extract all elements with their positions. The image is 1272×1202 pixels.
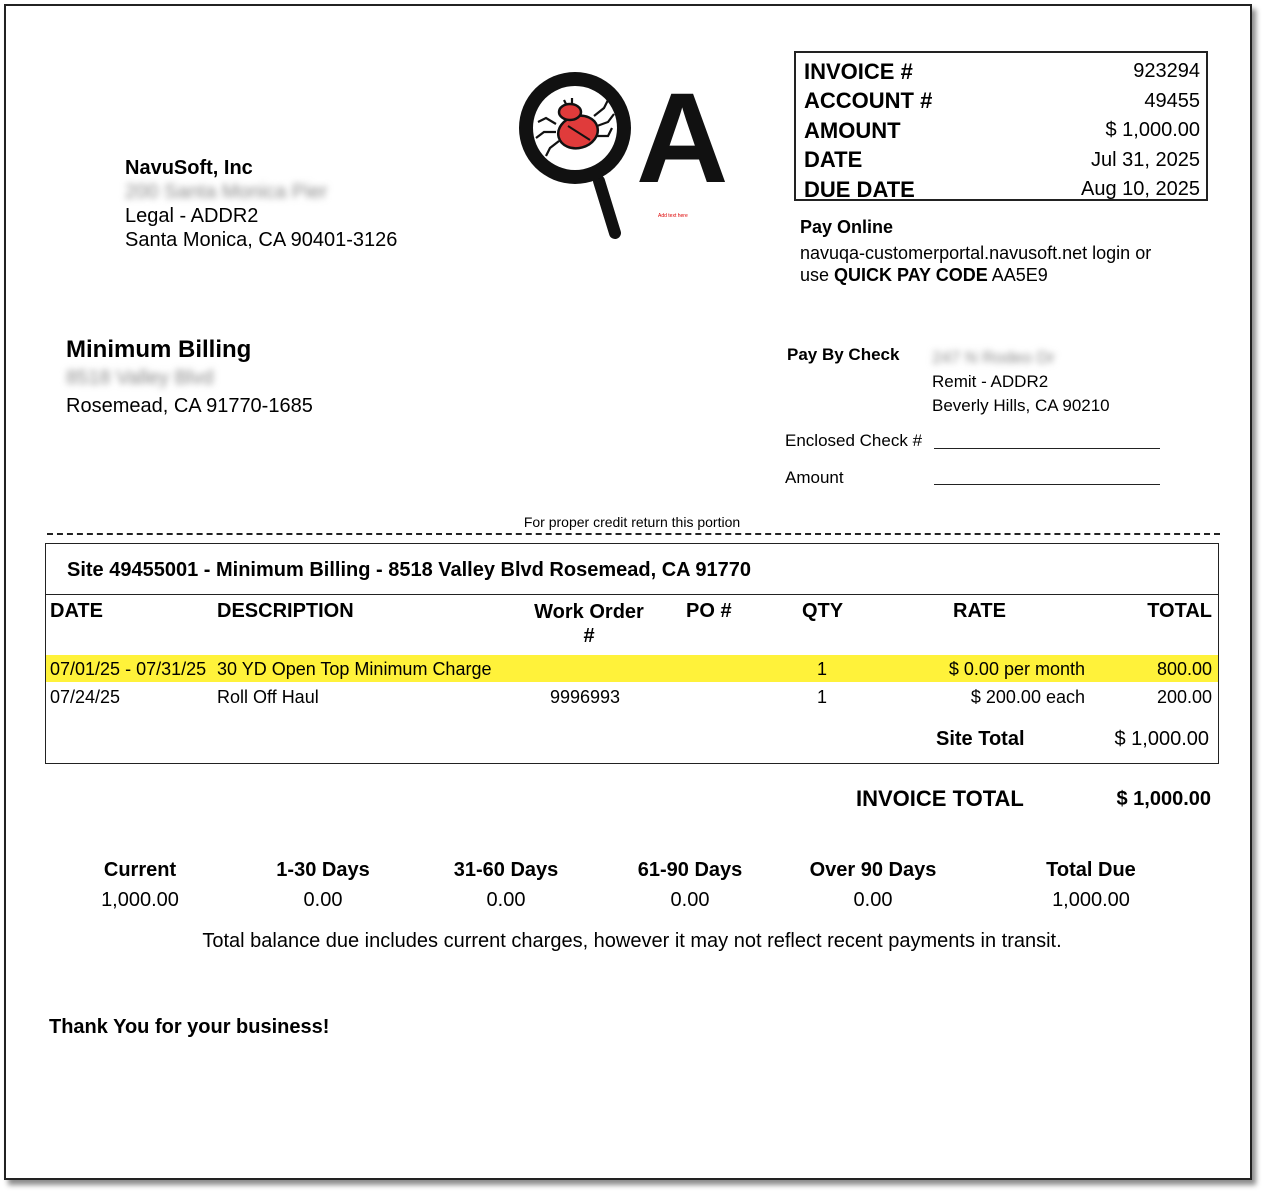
- customer-name: Minimum Billing: [66, 336, 252, 363]
- pay-online-title: Pay Online: [800, 217, 894, 237]
- quick-pay-code: AA5E9: [987, 265, 1048, 285]
- site-divider: [46, 594, 1218, 595]
- quick-pay-line: [800, 264, 1151, 286]
- account-number-label: ACCOUNT #: [804, 88, 933, 114]
- aging-label: Total Due: [1046, 859, 1136, 881]
- magnifier-bug-icon: [519, 72, 631, 233]
- enclosed-check-blank[interactable]: [934, 431, 1160, 449]
- aging-value: 0.00: [853, 889, 893, 911]
- aging-current: [55, 859, 225, 912]
- table-row: [46, 655, 1218, 682]
- amount-value: $ 1,000.00: [1105, 119, 1200, 142]
- remit-line2: Remit - ADDR2: [932, 372, 1049, 391]
- sender-name: NavuSoft, Inc: [125, 157, 253, 179]
- portal-url-line[interactable]: navuqa-customerportal.navusoft.net login or: [800, 243, 1152, 263]
- row-total: 800.00: [1156, 659, 1212, 679]
- header-work-order-line1: Work Order: [534, 601, 644, 623]
- invoice-total-value: $ 1,000.00: [1116, 788, 1211, 810]
- sender-street-redacted: 200 Santa Monica Pier: [125, 181, 328, 203]
- row-work-order: 9996993: [549, 687, 621, 707]
- invoice-summary-box: [794, 51, 1208, 201]
- row-description: 30 YD Open Top Minimum Charge: [217, 659, 492, 679]
- invoice-page: [4, 4, 1252, 1180]
- date-row: [804, 146, 1200, 176]
- date-label: DATE: [804, 147, 863, 173]
- customer-address: [66, 336, 313, 420]
- row-date: 07/24/25: [50, 687, 121, 707]
- invoice-total-label: INVOICE TOTAL: [856, 786, 1024, 811]
- customer-street-redacted: 8518 Valley Blvd: [66, 367, 214, 389]
- header-total: TOTAL: [1147, 600, 1212, 622]
- tear-line: [47, 533, 1220, 535]
- account-number-value: 49455: [1144, 89, 1200, 112]
- remit-address: [932, 346, 1110, 418]
- row-total: 200.00: [1156, 687, 1212, 707]
- balance-note: Total balance due includes current charges, however it may not reflect recent payments in transit.: [202, 930, 1062, 952]
- thank-you-message: Thank You for your business!: [49, 1016, 330, 1038]
- header-po: PO #: [686, 600, 732, 622]
- pay-online-section: [800, 216, 1151, 286]
- sender-address: [125, 156, 397, 252]
- pay-by-check-label: Pay By Check: [787, 345, 900, 364]
- site-charges-box: [45, 543, 1219, 764]
- aging-value: 0.00: [670, 889, 710, 911]
- aging-over-90: [788, 859, 958, 912]
- sender-city: Santa Monica, CA 90401-3126: [125, 229, 398, 251]
- aging-label: 31-60 Days: [453, 859, 559, 881]
- amount-check-blank[interactable]: [934, 467, 1160, 485]
- aging-value: 0.00: [486, 889, 526, 911]
- amount-row: [804, 116, 1200, 146]
- customer-city: Rosemead, CA 91770-1685: [66, 395, 313, 417]
- header-work-order-line2: #: [583, 625, 595, 647]
- aging-label: 1-30 Days: [276, 859, 370, 881]
- header-rate: RATE: [953, 600, 1006, 622]
- logo-letter: A: [636, 67, 729, 210]
- aging-label: Current: [103, 859, 177, 881]
- site-total-value: $ 1,000.00: [1114, 728, 1209, 750]
- quick-pay-label: QUICK PAY CODE: [834, 265, 988, 285]
- row-rate: $ 200.00 each: [970, 687, 1085, 707]
- header-description: DESCRIPTION: [217, 600, 354, 622]
- quick-pay-prefix: use: [800, 265, 835, 285]
- invoice-number-value: 923294: [1133, 60, 1200, 83]
- table-row: [46, 683, 1218, 710]
- amount-check-label: Amount: [785, 468, 844, 487]
- aging-label: 61-90 Days: [637, 859, 743, 881]
- sender-line2: Legal - ADDR2: [125, 205, 259, 227]
- aging-1-30: [238, 859, 408, 912]
- qa-logo: [512, 66, 742, 251]
- remit-city: Beverly Hills, CA 90210: [932, 396, 1110, 415]
- tear-instruction: For proper credit return this portion: [523, 514, 741, 530]
- invoice-number-row: [804, 57, 1200, 87]
- header-work-order: [524, 600, 654, 648]
- row-qty: 1: [817, 687, 828, 707]
- aging-total-due: [1006, 859, 1176, 912]
- aging-61-90: [605, 859, 775, 912]
- account-number-row: [804, 87, 1200, 117]
- logo-note: Add text here: [658, 213, 688, 219]
- enclosed-check-label: Enclosed Check #: [785, 431, 923, 450]
- site-total-label: Site Total: [936, 728, 1025, 750]
- due-date-value: Aug 10, 2025: [1081, 178, 1200, 201]
- row-date: 07/01/25 - 07/31/25: [50, 659, 207, 679]
- header-qty: QTY: [802, 600, 844, 622]
- aging-value: 0.00: [303, 889, 343, 911]
- aging-value: 1,000.00: [101, 889, 179, 911]
- due-date-row: [804, 175, 1200, 205]
- due-date-label: DUE DATE: [804, 176, 915, 202]
- amount-label: AMOUNT: [804, 117, 901, 143]
- row-rate: $ 0.00 per month: [948, 659, 1085, 679]
- aging-31-60: [421, 859, 591, 912]
- site-title: Site 49455001 - Minimum Billing - 8518 Valley Blvd Rosemead, CA 91770: [67, 559, 752, 581]
- remit-street-redacted: 247 N Rodeo Dr: [932, 348, 1055, 367]
- aging-label: Over 90 Days: [809, 859, 937, 881]
- header-date: DATE: [50, 600, 103, 622]
- aging-value: 1,000.00: [1052, 889, 1130, 911]
- invoice-number-label: INVOICE #: [804, 58, 913, 84]
- date-value: Jul 31, 2025: [1091, 148, 1200, 171]
- row-qty: 1: [817, 659, 828, 679]
- row-description: Roll Off Haul: [217, 687, 319, 707]
